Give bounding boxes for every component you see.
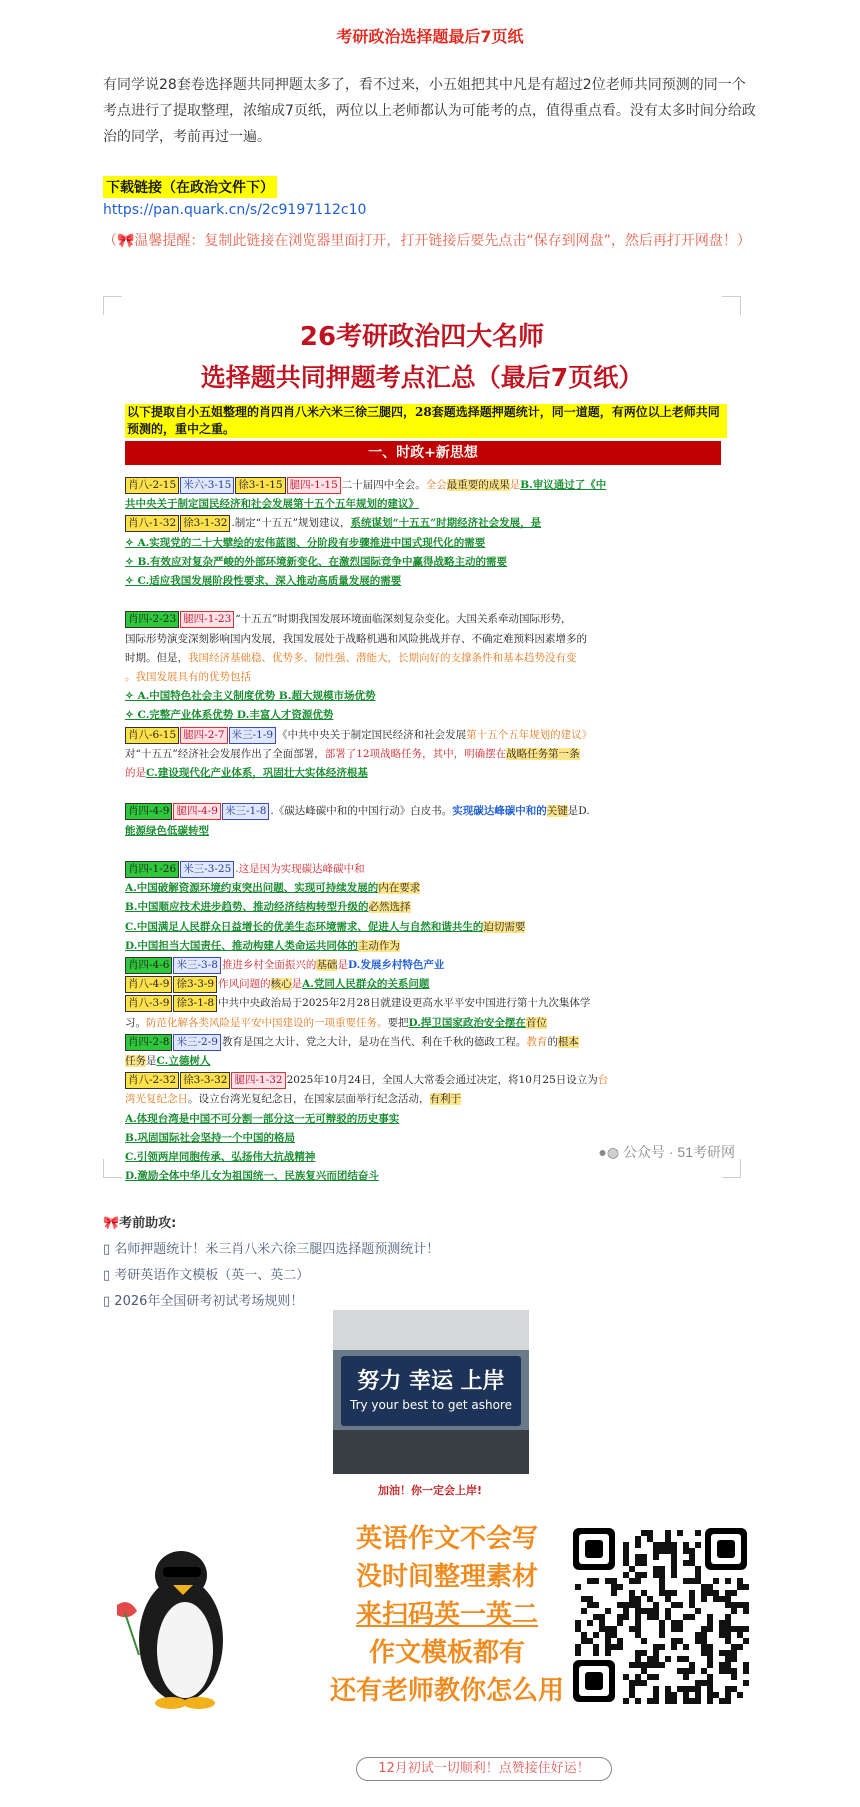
doc-text: 核心	[270, 978, 292, 991]
doc-line	[125, 591, 723, 610]
document-icon: ▯	[103, 1268, 115, 1283]
doc-text: .《碳达峰碳中和的中国行动》白皮书。	[270, 805, 453, 818]
doc-line	[125, 898, 723, 917]
doc-line	[125, 687, 723, 706]
doc-text: D.中国担当大国责任、推动构建人类命运共同体的	[125, 939, 358, 952]
doc-text: 台	[597, 1074, 609, 1087]
source-tag: 米三-1-9	[229, 727, 276, 744]
doc-text: 部署了12项战略任务，其中，明确摆在	[324, 747, 507, 760]
doc-text: 防范化解各类风险是平安中国建设的一项重要任务。	[146, 1016, 388, 1029]
assist-link[interactable]	[103, 1264, 309, 1283]
doc-text: 习。	[125, 1016, 146, 1029]
doc-text: A.党同人民群众的关系问题	[302, 978, 430, 991]
download-tip: （🎀温馨提醒：复制此链接在浏览器里面打开，打开链接后要先点击“保存到网盘”，然后再打开网盘！）	[103, 233, 751, 249]
doc-line	[125, 822, 723, 841]
doc-line	[125, 994, 723, 1013]
doc-line	[125, 534, 723, 553]
assist-link-text[interactable]: 2026年全国研考初试考场规则！	[114, 1294, 304, 1309]
source-tag: 肖四-2-23	[125, 611, 179, 628]
wechat-icon: ●◍	[598, 1144, 623, 1160]
doc-text: 能源绿色低碳转型	[125, 824, 209, 837]
doc-text: 必然选择	[368, 901, 411, 914]
doc-line	[125, 514, 723, 533]
doc-text: 二十届四中全会。	[341, 479, 426, 491]
doc-line	[125, 937, 723, 956]
assist-link-text[interactable]: 考研英语作文模板（英一、英二）	[114, 1268, 310, 1283]
section-title-bar: 一、时政+新思想	[125, 441, 721, 465]
doc-text: 作风问题的	[218, 978, 271, 991]
photo-caption: 加油！你一定会上岸!	[377, 1484, 483, 1497]
doc-line	[125, 649, 723, 668]
doc-text: B.巩固国际社会坚持一个中国的格局	[125, 1131, 296, 1144]
doc-text: 关键	[546, 805, 568, 818]
source-tag: 肖四-4-6	[125, 957, 172, 974]
source-tag: 腿四-2-7	[180, 727, 227, 744]
source-tag: 肖八-1-32	[125, 515, 179, 532]
doc-line	[125, 495, 723, 514]
doc-line	[125, 956, 723, 975]
doc-text: 内在要求	[378, 882, 421, 895]
source-tag: 米六-3-15	[180, 477, 234, 494]
source-tag: 肖八-3-9	[125, 995, 172, 1012]
source-tag: 腿四-1-32	[231, 1072, 285, 1089]
assist-link[interactable]	[103, 1238, 439, 1257]
source-tag: 米三-2-9	[173, 1034, 220, 1051]
doc-line	[125, 1090, 723, 1109]
doc-text: ✧ A.中国特色社会主义制度优势 B.超大规模市场优势	[125, 690, 376, 703]
doc-text: D.捍卫国家政治安全摆在	[408, 1016, 526, 1029]
doc-line	[125, 610, 723, 629]
doc-line	[125, 745, 723, 764]
doc-text: 是	[509, 479, 521, 491]
footer-banner: 12月初试一切顺利！点赞接住好运！	[356, 1757, 612, 1781]
doc-line	[125, 975, 723, 994]
doc-heading-2: 选择题共同押题考点汇总（最后7页纸）	[200, 363, 644, 392]
doc-text: 是	[291, 978, 303, 991]
doc-text: B.审议通过了《中	[520, 479, 607, 491]
doc-line	[125, 1052, 723, 1071]
document-icon: ▯	[103, 1294, 115, 1309]
doc-text: 共中央关于制定国民经济和社会发展第十五个五年规划的建议》	[125, 498, 419, 511]
doc-text: 我国经济基础稳、优势多、韧性强、潜能大，长期向好的支撑条件和基本趋势没有变	[188, 651, 577, 664]
doc-line	[125, 553, 723, 572]
ad-line: 来扫码英一英二	[355, 1600, 538, 1630]
motivation-photo	[333, 1310, 529, 1474]
doc-text: 教育	[526, 1035, 548, 1048]
watermark	[598, 1142, 735, 1162]
article-title: 考研政治选择题最后7页纸	[336, 27, 524, 46]
sign-board	[341, 1356, 521, 1426]
doc-text: .制定“十五五”规划建议，	[231, 517, 351, 530]
doc-line	[125, 764, 723, 783]
source-tag: 米三-1-8	[222, 803, 269, 820]
doc-text: 第十五个五年规划的建议》	[466, 728, 593, 741]
doc-line	[125, 879, 723, 898]
doc-text: 是	[146, 1055, 157, 1067]
doc-text: “十五五”时期我国发展环境面临深刻复杂变化。大国关系牵动国际形势，	[235, 613, 572, 626]
doc-line	[125, 726, 723, 745]
doc-line	[125, 1071, 723, 1090]
assist-title: 🎀考前助攻:	[103, 1216, 177, 1231]
corner-mark	[722, 296, 741, 315]
source-tag: 徐3-1-32	[180, 515, 230, 532]
assist-link-text[interactable]: 名师押题统计！米三肖八米六徐三腿四选择题预测统计！	[114, 1242, 440, 1257]
ad-text	[311, 1520, 583, 1710]
doc-text: 任务	[125, 1055, 146, 1067]
ad-line: 没时间整理素材	[355, 1562, 538, 1592]
document-icon: ▯	[103, 1242, 115, 1257]
source-tag: 肖四-2-8	[125, 1034, 172, 1051]
source-tag: 肖八-4-9	[125, 976, 172, 993]
doc-text: D.发展乡村特色产业	[347, 959, 445, 971]
doc-line	[125, 1014, 723, 1033]
corner-mark	[103, 1159, 122, 1178]
doc-text: A.体现台湾是中国不可分割一部分这一无可辩驳的历史事实	[125, 1112, 400, 1125]
source-tag: 徐3-3-32	[180, 1072, 230, 1089]
doc-text: 的	[547, 1035, 558, 1048]
doc-text: 根本	[557, 1035, 579, 1048]
source-tag: 腿四-1-23	[180, 611, 234, 628]
source-tag: 肖八-2-15	[125, 477, 179, 494]
doc-text: 战略任务第一条	[506, 747, 580, 760]
penguin-mascot-icon	[103, 1535, 253, 1710]
download-label: 下载链接（在政治文件下）	[103, 176, 277, 198]
source-tag: 肖八-6-15	[125, 727, 179, 744]
doc-text: 基础	[316, 959, 338, 971]
floor-area	[333, 1430, 529, 1474]
doc-line	[125, 1110, 723, 1129]
source-tag: 腿四-4-9	[173, 803, 220, 820]
doc-text: 是	[337, 959, 348, 971]
doc-text: 中共中央政治局于2025年2月28日就建设更高水平平安中国进行第十九次集体学	[218, 997, 591, 1010]
doc-text: 。设立台湾光复纪念日，在国家层面举行纪念活动，	[188, 1093, 430, 1106]
doc-text: 要把	[387, 1016, 409, 1029]
doc-text: C.建设现代化产业体系，巩固壮大实体经济根基	[146, 767, 368, 779]
sign-chinese-text: 努力 幸运 上岸	[357, 1369, 505, 1394]
source-tag: 徐3-3-9	[173, 976, 217, 993]
doc-line	[125, 572, 723, 591]
source-tag: 米三-3-25	[180, 861, 234, 878]
doc-text: 主动作为	[357, 939, 400, 952]
assist-link[interactable]	[103, 1290, 303, 1309]
doc-text: ✧ A.实现党的二十大擘绘的宏伟蓝图、分阶段有步骤推进中国式现代化的需要	[125, 536, 486, 549]
doc-line	[125, 1167, 723, 1186]
doc-line	[125, 476, 723, 495]
watermark-text: 公众号 · 51考研网	[622, 1144, 735, 1160]
doc-text: ✧ C.完整产业体系优势 D.丰富人才资源优势	[125, 709, 334, 722]
doc-text: 国际形势演变深刻影响国内发展，我国发展处于战略机遇和风险挑战并存、不确定难预料因素增多的	[125, 632, 587, 645]
doc-text: B.中国顺应技术进步趋势、推动经济结构转型升级的	[125, 901, 369, 914]
doc-text: ✧ B.有效应对复杂严峻的外部环境新变化、在激烈国际竞争中赢得战略主动的需要	[125, 555, 507, 568]
source-tag: 肖四-4-9	[125, 803, 172, 820]
doc-line	[125, 1033, 723, 1052]
source-tag: 腿四-1-15	[287, 477, 341, 494]
doc-text: A.中国破解资源环境约束突出问题、实现可持续发展的	[125, 882, 379, 895]
doc-heading-1: 26考研政治四大名师	[299, 322, 545, 352]
doc-text: 对“十五五”经济社会发展作出了全面部署，	[125, 747, 325, 760]
doc-text: 推进乡村全面振兴的	[221, 959, 317, 971]
doc-text: 的是	[125, 767, 146, 779]
doc-line	[125, 783, 723, 802]
corner-mark	[103, 296, 122, 315]
ad-line: 英语作文不会写	[355, 1524, 538, 1554]
doc-line	[125, 668, 723, 687]
doc-line	[125, 860, 723, 879]
doc-text: D.激励全体中华儿女为祖国统一、民族复兴而团结奋斗	[125, 1170, 379, 1183]
doc-text: 是D.	[567, 805, 590, 818]
doc-text: C.立德树人	[156, 1055, 211, 1067]
doc-text: 《中共中央关于制定国民经济和社会发展	[277, 728, 467, 741]
doc-line	[125, 841, 723, 860]
doc-text: C.引领两岸同胞传承、弘扬伟大抗战精神	[125, 1151, 316, 1163]
english-essay-ad[interactable]	[103, 1520, 758, 1715]
doc-text: ✧ C.适应我国发展阶段性要求、深入推动高质量发展的需要	[125, 575, 402, 587]
source-tag: 肖四-1-26	[125, 861, 179, 878]
source-tag: 米三-3-8	[173, 957, 220, 974]
download-link[interactable]: https://pan.quark.cn/s/2c9197112c10	[103, 202, 367, 218]
doc-text: C.中国满足人民群众日益增长的优美生态环境需求、促进人与自然和谐共生的	[125, 920, 484, 933]
sign-english-text: Try your best to get ashore	[350, 1398, 512, 1412]
doc-line	[125, 706, 723, 725]
doc-text: 实现碳达峰碳中和的	[452, 805, 547, 818]
doc-text: 教育是国之大计、党之大计，是功在当代、利在千秋的德政工程。	[221, 1035, 527, 1048]
doc-line	[125, 918, 723, 937]
doc-text: 有利于	[429, 1093, 461, 1106]
doc-line	[125, 802, 723, 821]
doc-text: 首位	[525, 1016, 547, 1029]
doc-text: 2025年10月24日，全国人大常委会通过决定，将10月25日设立为	[286, 1074, 598, 1087]
ad-line: 作文模板都有	[368, 1638, 525, 1668]
doc-text: 系统谋划“十五五”时期经济社会发展，是	[350, 517, 542, 530]
doc-text: 最重要的成果	[446, 479, 510, 491]
doc-text: 。我国发展具有的优势包括	[125, 671, 251, 683]
doc-text: 湾光复纪念日	[125, 1093, 188, 1106]
doc-line	[125, 630, 723, 649]
doc-text: 迫切需要	[483, 920, 526, 933]
source-tag: 徐3-1-8	[173, 995, 217, 1012]
doc-intro: 以下提取自小五姐整理的肖四肖八米六米三徐三腿四，28套题选择题押题统计，同一道题，有两位以上老师共同预测的，重中之重。	[125, 404, 727, 438]
doc-text: 时期。但是，	[125, 651, 188, 664]
doc-text: .这是因为实现碳达峰碳中和	[235, 863, 365, 875]
embedded-document-image	[103, 296, 741, 1183]
source-tag: 徐3-1-15	[235, 477, 285, 494]
qr-code-icon[interactable]	[573, 1528, 755, 1708]
article-intro: 有同学说28套卷选择题共同押题太多了，看不过来，小五姐把其中凡是有超过2位老师共同预测的同一个考点进行了提取整理，浓缩成7页纸，两位以上老师都认为可能考的点，值得重点看。没有太多时间分给政治的同学，考前再过一遍。	[103, 77, 756, 145]
ad-line: 还有老师教你怎么用	[329, 1676, 564, 1706]
source-tag: 肖八-2-32	[125, 1072, 179, 1089]
ceiling	[333, 1310, 529, 1350]
doc-text: 全会	[425, 479, 447, 491]
